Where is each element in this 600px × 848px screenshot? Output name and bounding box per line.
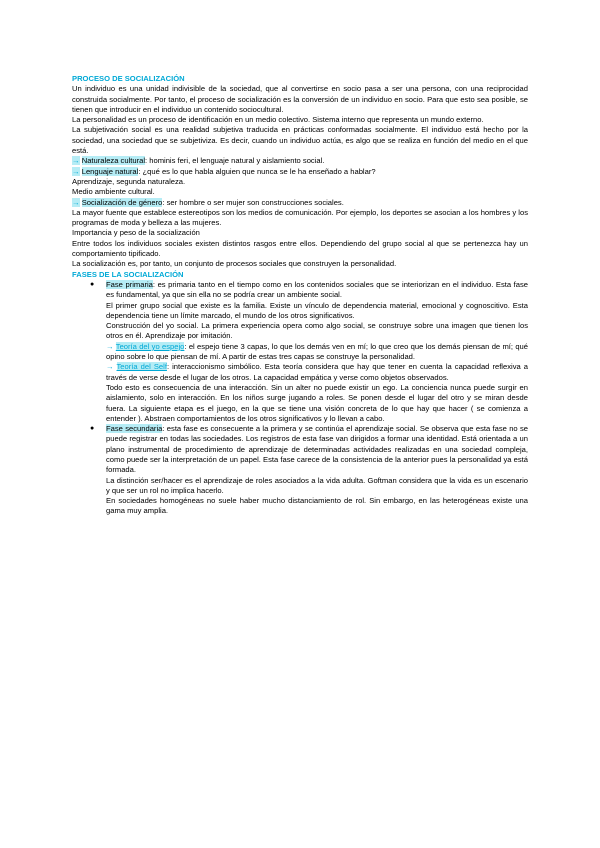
phases-list	[72, 280, 528, 517]
term-lenguaje-natural: Lenguaje natural	[81, 166, 139, 176]
paragraph-subjetivacion: La subjetivación social es una realidad subjetiva traducida en prácticas conformadas socialmente. El individuo está hecho por la sociedad, una sociedad que se subjetiviza. Es decir, cuando un individuo actúa, es algo que se realiza en función del medio en el que está.	[72, 125, 528, 156]
term-naturaleza-cultural: Naturaleza cultural	[81, 156, 146, 166]
link-teoria-yo-espejo[interactable]: Teoría del yo espejo	[115, 341, 185, 351]
bullet-icon: ●	[90, 425, 95, 433]
def-socializacion-genero: : ser hombre o ser mujer son construcciones sociales.	[162, 197, 344, 207]
paragraph-estereotipos: La mayor fuente que establece estereotipos son los medios de comunicación. Por ejemplo, los deportes se asocian a los hombres y los programas de moda y belleza a las mujeres.	[72, 207, 528, 228]
def-fase-secundaria: : esta fase es consecuente a la primera y se continúa el aprendizaje social. Se observa que esta fase no se puede registrar en todas las sociedades. Los registros de esta fase van dirigidos a formar una identidad. Está orientada a un plano instrumental de procedimiento de aprendizaje de determinadas actividades realizadas en una sociedad compleja, como puede ser la interpretación de un papel. Esta fase carece de la consistencia de la anterior pues la personalidad ya está formada.	[106, 424, 528, 475]
section-title-proceso: PROCESO DE SOCIALIZACIÓN	[72, 74, 185, 83]
item-teoria-self	[106, 362, 528, 383]
item-lenguaje-natural	[72, 167, 528, 177]
paragraph-rasgos: Entre todos los individuos sociales existen distintos rasgos entre ellos. Dependiendo del grupo social al que se pertenezca hay un comportamiento tipificado.	[72, 238, 528, 259]
paragraph-aprendizaje: Aprendizaje, segunda naturaleza.	[72, 176, 186, 186]
paragraph-sociedades: En sociedades homogéneas no suele haber mucho distanciamiento de rol. Sin embargo, en las heterogéneas existe una gama muy amplia.	[106, 496, 528, 516]
paragraph-personalidad: La personalidad es un proceso de identificación en un medio colectivo. Sistema interno que representa un mundo externo.	[72, 115, 484, 125]
paragraph-conjunto-procesos: La socialización es, por tanto, un conjunto de procesos sociales que construyen la personalidad.	[72, 259, 397, 269]
bullet-icon: ●	[90, 280, 95, 288]
arrow-right-icon: →	[106, 362, 114, 372]
arrow-right-icon: →	[72, 156, 80, 166]
paragraph-importancia: Importancia y peso de la socialización	[72, 228, 200, 238]
term-fase-secundaria: Fase secundaria	[106, 424, 163, 434]
link-teoria-self[interactable]: Teoría del Self	[116, 362, 167, 372]
item-naturaleza-cultural	[72, 156, 528, 166]
list-item-fase-secundaria	[90, 424, 528, 517]
arrow-right-icon: →	[72, 166, 80, 176]
paragraph-yo-social: Construcción del yo social. La primera experiencia opera como algo social, se construye sobre una imagen que tienen los otros en él. Aprendizaje por imitación.	[106, 321, 528, 341]
term-fase-primaria: Fase primaria	[106, 279, 153, 289]
list-item-fase-primaria	[90, 279, 528, 424]
fase-primaria-intro	[106, 280, 528, 301]
def-teoria-yo-espejo: : el espejo tiene 3 capas, lo que los demás ven en mí; lo que creo que los demás piensan de mí; qué opino sobre lo que piensan de mí. A partir de estas tres capas se construye la personalidad.	[106, 341, 528, 362]
arrow-right-icon: →	[72, 197, 80, 207]
paragraph-individuo: Un individuo es una unidad indivisible de la sociedad, que al convertirse en socio pasa a ser una persona, con una reciprocidad construida socialmente. Por tanto, el proceso de socialización es la conversión de un individuo en socio. Para que esto sea posible, se tienen que introducir en el individuo un contenido sociocultural.	[72, 84, 528, 114]
def-naturaleza-cultural: : hominis feri, el lenguaje natural y aislamiento social.	[145, 156, 325, 166]
arrow-right-icon: →	[106, 341, 114, 351]
paragraph-ser-hacer: La distinción ser/hacer es el aprendizaje de roles asociados a la vida adulta. Goftman considera que la vida es un escenario y que ser un rol no implica hacerlo.	[106, 475, 528, 495]
fase-secundaria-intro	[106, 424, 528, 475]
section-title-fases: FASES DE LA SOCIALIZACIÓN	[72, 269, 184, 279]
term-socializacion-genero: Socialización de género	[81, 197, 163, 207]
paragraph-familia: El primer grupo social que existe es la familia. Existe un vínculo de dependencia material, emocional y cognoscitivo. Esta dependencia tiene un límite marcado, el mundo de los otros significativos.	[106, 300, 528, 320]
def-fase-primaria: : es primaria tanto en el tiempo como en los contenidos sociales que se interiorizan en el individuo. Esta fase es fundamental, ya que sin ella no se podría crear un ambiente social.	[106, 279, 528, 300]
item-socializacion-genero	[72, 198, 528, 208]
paragraph-interaccion: Todo esto es consecuencia de una interacción. Sin un alter no puede existir un ego. La conciencia nunca puede surgir en aislamiento, solo en interacción. En los niños surge jugando a roles. Se ponen desde el lugar del otro y se miran desde fuera. La siguiente etapa es el juego, en la que se tiene una visión concreta de lo que hay que hacer ( se comienza a entender ). Abstraen comportamientos de los otros significativos y lo llevan a cabo.	[106, 382, 528, 423]
item-teoria-yo-espejo	[106, 342, 528, 363]
def-teoria-self: : interaccionismo simbólico. Esta teoría considera que hay que tener en cuenta la capacidad reflexiva a través de verse desde el lugar de los otros. La capacidad empática y verse como objetos observados.	[106, 362, 528, 382]
def-lenguaje-natural: : ¿qué es lo que habla alguien que nunca se le ha enseñado a hablar?	[138, 166, 376, 176]
paragraph-medio-ambiente: Medio ambiente cultural.	[72, 187, 155, 197]
